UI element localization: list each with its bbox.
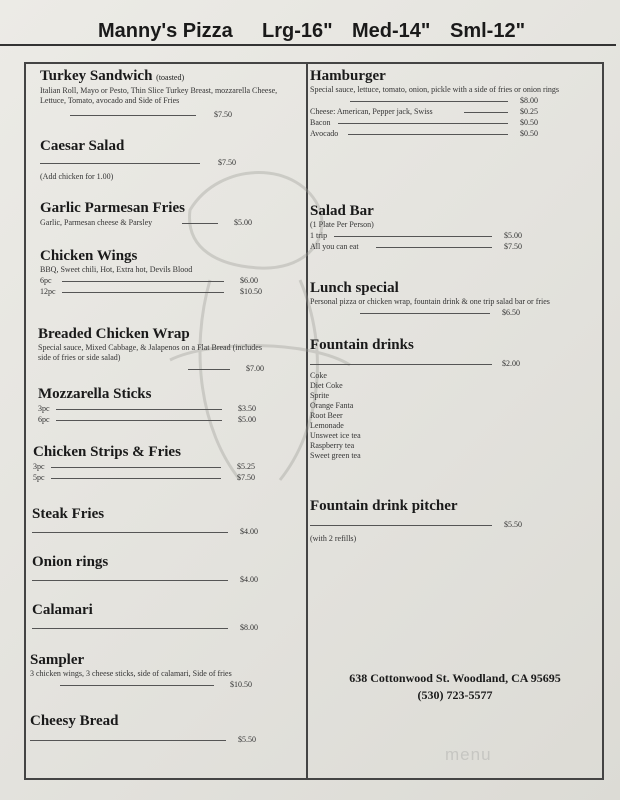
drink-item: Coke (310, 371, 327, 380)
item-title: Salad Bar (310, 203, 374, 219)
price-row (40, 217, 252, 228)
item-title: Caesar Salad (40, 138, 125, 154)
item-price: $10.50 (230, 680, 252, 689)
row-label: 5pc (33, 473, 45, 482)
price-row (40, 275, 258, 286)
item-title: Onion rings (32, 554, 109, 570)
addon-row (310, 117, 538, 128)
item-description: Special sauce, Mixed Cabbage, & Jalapenos on a Flat Bread (includes side of fries or side salad) (38, 343, 262, 362)
menu-item-fountain-drinks (310, 337, 600, 461)
menu-item-chicken-wings (40, 248, 300, 297)
item-description: 3 chicken wings, 3 cheese sticks, side of calamari, Side of fries (30, 669, 232, 678)
item-title: Cheesy Bread (30, 713, 119, 729)
menu-item-calamari (32, 602, 300, 633)
addon-price: $0.25 (520, 107, 538, 116)
drink-item: Unsweet ice tea (310, 431, 361, 440)
menu-item-garlic-parmesan-fries (40, 200, 300, 228)
price-row (30, 679, 252, 690)
price-row (38, 414, 256, 425)
menu-item-hamburger (310, 68, 600, 139)
item-price: $7.50 (214, 110, 232, 119)
header-rule (0, 44, 616, 46)
row-label: 3pc (38, 404, 50, 413)
drink-item: Raspberry tea (310, 441, 355, 450)
item-price: $5.50 (504, 520, 522, 529)
menu-item-sampler (30, 652, 300, 690)
item-title: Sampler (30, 652, 85, 668)
addon-price: $0.50 (520, 118, 538, 127)
watermark-logo: menu (445, 745, 492, 764)
price-row (40, 286, 262, 297)
drink-item: Diet Coke (310, 381, 343, 390)
item-note: (with 2 refills) (310, 534, 357, 543)
addon-label: Bacon (310, 118, 331, 127)
row-label: 6pc (40, 276, 52, 285)
item-price: $8.00 (520, 96, 538, 105)
menu-item-breaded-chicken-wrap (38, 326, 300, 374)
price-row (33, 461, 255, 472)
price-row (310, 358, 520, 369)
menu-item-onion-rings (32, 554, 300, 585)
drink-item: Root Beer (310, 411, 343, 420)
addon-label: Avocado (310, 129, 339, 138)
item-price: $5.00 (238, 415, 256, 424)
size-medium: Med-14" (352, 20, 431, 42)
item-price: $5.00 (504, 231, 522, 240)
price-row (40, 157, 236, 168)
addon-price: $0.50 (520, 129, 538, 138)
menu-item-cheesy-bread (30, 713, 300, 745)
item-note: (Add chicken for 1.00) (40, 172, 114, 181)
item-price: $4.00 (240, 575, 258, 584)
item-title: Lunch special (310, 280, 399, 296)
menu-item-steak-fries (32, 506, 300, 537)
price-row (38, 403, 256, 414)
price-row (38, 363, 264, 374)
item-price: $7.00 (246, 364, 264, 373)
row-label: 6pc (38, 415, 50, 424)
size-small: Sml-12" (450, 20, 526, 42)
drink-item: Orange Fanta (310, 401, 354, 410)
item-price: $8.00 (240, 623, 258, 632)
row-label: 3pc (33, 462, 45, 471)
drink-list (310, 371, 600, 461)
addon-row (310, 106, 538, 117)
item-title: Garlic Parmesan Fries (40, 200, 185, 216)
price-row (310, 519, 522, 530)
phone-number: (530) 723-5577 (417, 688, 493, 702)
price-row (310, 95, 538, 106)
item-price: $6.00 (240, 276, 258, 285)
item-title: Fountain drink pitcher (310, 498, 458, 514)
item-price: $6.50 (502, 308, 520, 317)
restaurant-name: Manny's Pizza (98, 20, 233, 42)
row-label: All you can eat (310, 242, 359, 251)
menu-item-fountain-drink-pitcher (310, 498, 600, 544)
menu-header (0, 14, 620, 48)
price-row (32, 526, 258, 537)
menu-item-caesar-salad (40, 138, 300, 182)
drink-item: Lemonade (310, 421, 344, 430)
item-price: $7.50 (218, 158, 236, 167)
price-row (32, 574, 258, 585)
item-price: $5.50 (238, 735, 256, 744)
item-price: $2.00 (502, 359, 520, 368)
item-price: $7.50 (504, 242, 522, 251)
item-note: (toasted) (156, 73, 185, 82)
price-row (310, 230, 522, 241)
item-note: (1 Plate Per Person) (310, 220, 374, 229)
item-price: $5.00 (234, 218, 252, 227)
restaurant-address (310, 670, 600, 704)
item-description: Garlic, Parmesan cheese & Parsley (40, 218, 153, 227)
menu-item-turkey-sandwich (40, 68, 300, 120)
drink-item: Sweet green tea (310, 451, 361, 460)
price-row (30, 734, 256, 745)
menu-item-salad-bar (310, 203, 600, 252)
price-row (33, 472, 255, 483)
item-title: Fountain drinks (310, 337, 414, 353)
item-title: Steak Fries (32, 506, 105, 522)
item-title: Hamburger (310, 68, 386, 84)
addon-row (310, 128, 538, 139)
price-row (40, 109, 232, 120)
item-description: Personal pizza or chicken wrap, fountain drink & one trip salad bar or fries (310, 297, 550, 306)
item-title: Chicken Strips & Fries (33, 444, 181, 460)
item-title: Breaded Chicken Wrap (38, 326, 190, 342)
item-description: Italian Roll, Mayo or Pesto, Thin Slice Turkey Breast, mozzarella Cheese, Lettuce, Tomato, avocado and Side of Fries (40, 86, 278, 105)
item-title: Chicken Wings (40, 248, 138, 264)
item-price: $3.50 (238, 404, 256, 413)
menu-item-lunch-special (310, 280, 600, 318)
row-label: 1 trip (310, 231, 328, 240)
addon-label: Cheese: American, Pepper jack, Swiss (310, 107, 433, 116)
item-title: Turkey Sandwich (40, 68, 153, 84)
street-address: 638 Cottonwood St. Woodland, CA 95695 (349, 671, 561, 685)
size-large: Lrg-16" (262, 20, 333, 42)
item-description: BBQ, Sweet chili, Hot, Extra hot, Devils Blood (40, 265, 193, 274)
row-label: 12pc (40, 287, 56, 296)
item-price: $4.00 (240, 527, 258, 536)
item-title: Mozzarella Sticks (38, 386, 152, 402)
price-row (32, 622, 258, 633)
item-price: $7.50 (237, 473, 255, 482)
price-row (310, 307, 520, 318)
item-price: $5.25 (237, 462, 255, 471)
item-description: Special sauce, lettuce, tomato, onion, pickle with a side of fries or onion rings (310, 85, 560, 94)
item-title: Calamari (32, 602, 93, 618)
menu-item-mozzarella-sticks (38, 386, 300, 425)
drink-item: Sprite (310, 391, 330, 400)
menu-item-chicken-strips-fries (33, 444, 300, 483)
item-price: $10.50 (240, 287, 262, 296)
price-row (310, 241, 522, 252)
